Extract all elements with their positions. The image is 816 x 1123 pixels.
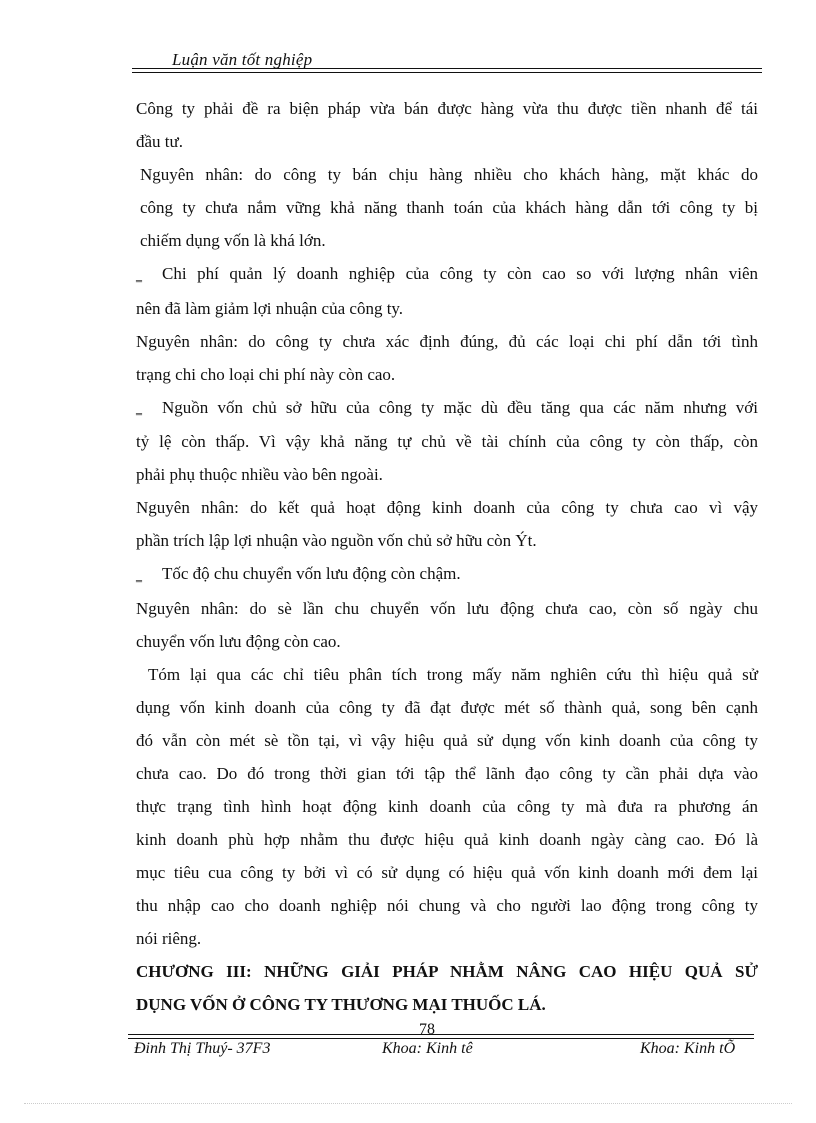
footer-department: Khoa: Kinh tê (382, 1040, 473, 1057)
bullet-turnover (136, 557, 758, 592)
paragraph-cause-1 (136, 158, 758, 257)
header-rule-inner (132, 72, 762, 73)
footer-rule-inner (128, 1038, 754, 1039)
text-line: nói riêng. (136, 928, 202, 948)
text-line: thu nhập cao cho doanh nghiệp nói chung và cho người lao động trong công ty (136, 895, 758, 915)
text-line: Công ty phải đề ra biện pháp vừa bán được hàng vừa thu được tiền nhanh để tái (136, 99, 758, 118)
text-line: Nguồn vốn chủ sở hữu của công ty mặc dù đều tăng qua các năm nhưng với (162, 397, 758, 417)
document-body (136, 92, 758, 1021)
text-line: Nguyên nhân: do công ty bán chịu hàng nhiều cho khách hàng, mặt khác do (140, 165, 758, 184)
bullet-dash-icon: ‗ (136, 401, 142, 416)
bullet-dash-icon: ‗ (136, 267, 142, 282)
bullet-management-cost (136, 257, 758, 325)
chapter-heading (136, 955, 758, 1021)
text-line: đó vẫn còn mét sè tồn tại, vì vậy hiệu quả sử dụng vốn kinh doanh của công ty (136, 730, 758, 750)
paragraph-cause-2 (136, 325, 758, 391)
text-line: chiếm dụng vốn là khá lớn. (140, 231, 326, 250)
header-rule (132, 68, 762, 69)
text-line: Nguyên nhân: do kết quả hoạt động kinh doanh của công ty chưa cao vì vậy (136, 498, 758, 518)
footer-author: Đinh Thị Thuý- 37F3 (134, 1040, 271, 1057)
text-line: Tóm lại qua các chỉ tiêu phân tích trong mấy năm nghiên cứu thì hiệu quả sử (148, 664, 758, 684)
bullet-equity (136, 391, 758, 492)
text-line: Nguyên nhân: do công ty chưa xác định đúng, đủ các loại chi phí dẫn tới tình (136, 331, 758, 351)
text-line: dụng vốn kinh doanh của công ty đã đạt được mét số thành quả, song bên cạnh (136, 697, 758, 717)
header-title: Luận văn tốt nghiệp (172, 50, 313, 69)
text-line: Nguyên nhân: do sè lần chu chuyển vốn lưu động chưa cao, còn số ngày chu (136, 598, 758, 618)
text-line: Tốc độ chu chuyển vốn lưu động còn chậm. (162, 564, 461, 584)
text-line: nên đã làm giảm lợi nhuận của công ty. (136, 298, 404, 318)
footer-department-right: Khoa: Kinh tÕ (640, 1040, 736, 1057)
paragraph-cause-3 (136, 491, 758, 557)
text-line: chưa cao. Do đó trong thời gian tới tập thể lãnh đạo công ty cần phải dựa vào (136, 763, 758, 783)
text-line: DỤNG VỐN Ở CÔNG TY THƯƠNG MẠI THUỐC LÁ. (136, 994, 546, 1014)
text-line: mục tiêu cua công ty bởi vì có sử dụng có hiệu quả vốn kinh doanh mới đem lại (136, 862, 758, 882)
text-line: Chi phí quản lý doanh nghiệp của công ty còn cao so với lượng nhân viên (162, 264, 758, 283)
page-bottom-border (24, 1103, 792, 1104)
text-line: trạng chi cho loại chi phí này còn cao. (136, 364, 396, 384)
footer-rule (128, 1034, 754, 1035)
text-line: kinh doanh phù hợp nhằm thu được hiệu quả kinh doanh ngày càng cao. Đó là (136, 829, 758, 849)
text-line: tỷ lệ còn thấp. Vì vậy khả năng tự chủ về tài chính của công ty còn thấp, còn (136, 432, 758, 452)
text-line: chuyển vốn lưu động còn cao. (136, 631, 341, 651)
paragraph-payment (136, 92, 758, 158)
text-line: đầu tư. (136, 132, 183, 151)
text-line: phần trích lập lợi nhuận vào nguồn vốn chủ sở hữu còn Ýt. (136, 531, 537, 551)
text-line: phải phụ thuộc nhiều vào bên ngoài. (136, 465, 383, 485)
text-line: CHƯƠNG III: NHỮNG GIẢI PHÁP NHẰM NÂNG CAO HIỆU QUẢ SỬ (136, 961, 758, 981)
bullet-dash-icon: ‗ (136, 567, 142, 582)
paragraph-cause-4 (136, 592, 758, 658)
text-line: công ty chưa nắm vững khả năng thanh toán của khách hàng dẫn tới công ty bị (140, 198, 758, 217)
paragraph-summary (136, 658, 758, 955)
page-number: 78 (419, 1021, 435, 1038)
text-line: thực trạng tình hình hoạt động kinh doanh của công ty mà đưa ra phương án (136, 796, 758, 816)
